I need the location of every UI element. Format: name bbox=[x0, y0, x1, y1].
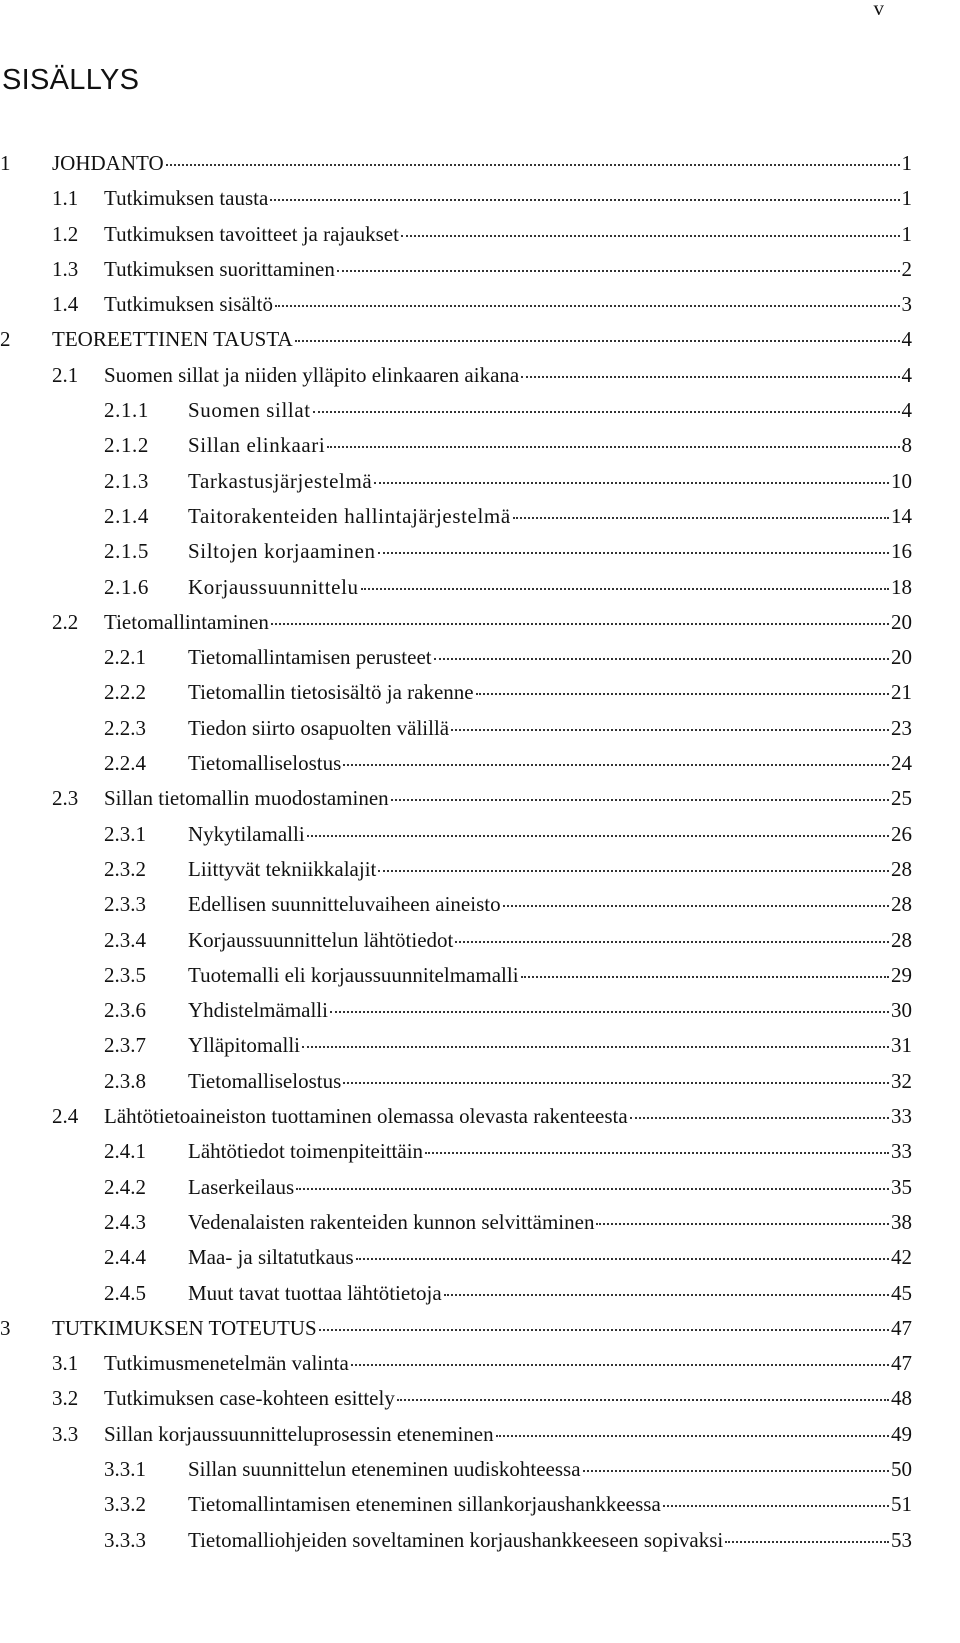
toc-entry-page: 50 bbox=[891, 1456, 912, 1481]
toc-entry-title: Suomen sillat ja niiden ylläpito elinkaaren aikana bbox=[104, 362, 520, 387]
toc-entry[interactable] bbox=[0, 464, 912, 499]
toc-entry[interactable] bbox=[0, 1417, 912, 1452]
toc-entry-title: Laserkeilaus bbox=[188, 1174, 295, 1199]
toc-entry-title: Tietomallintaminen bbox=[104, 609, 269, 634]
toc-entry-title: Tutkimuksen tausta bbox=[104, 186, 269, 211]
toc-entry-title: Tiedon siirto osapuolten välillä bbox=[188, 715, 450, 740]
toc-dot-leader bbox=[397, 1399, 889, 1401]
toc-dot-leader bbox=[378, 552, 889, 554]
toc-entry-number: 2.1.3 bbox=[104, 468, 149, 493]
toc-entry-number: 2.2.1 bbox=[104, 645, 146, 670]
toc-dot-leader bbox=[296, 1188, 889, 1190]
toc-entry-number: 2.3.5 bbox=[104, 962, 146, 987]
toc-dot-leader bbox=[521, 976, 889, 978]
toc-entry[interactable] bbox=[0, 958, 912, 993]
toc-dot-leader bbox=[275, 305, 899, 307]
toc-entry-number: 2.1.6 bbox=[104, 574, 149, 599]
toc-entry-number: 2.3.1 bbox=[104, 821, 146, 846]
toc-entry-page: 20 bbox=[891, 645, 912, 670]
toc-entry-title: TEOREETTINEN TAUSTA bbox=[52, 327, 293, 352]
toc-entry-page: 20 bbox=[891, 609, 912, 634]
toc-dot-leader bbox=[361, 588, 889, 590]
toc-entry-number: 3.3 bbox=[52, 1421, 79, 1446]
toc-entry-number: 2.4.3 bbox=[104, 1209, 146, 1234]
toc-dot-leader bbox=[401, 235, 900, 237]
toc-entry-title: Tietomalliohjeiden soveltaminen korjaushankkeeseen sopivaksi bbox=[188, 1527, 724, 1552]
toc-entry-title: Tutkimuksen tavoitteet ja rajaukset bbox=[104, 221, 399, 246]
toc-entry-title: Korjaussuunnittelu bbox=[188, 574, 359, 599]
toc-entry[interactable] bbox=[0, 746, 912, 781]
toc-entry-number: 2.4 bbox=[52, 1104, 79, 1129]
toc-entry-title: Sillan tietomallin muodostaminen bbox=[104, 786, 389, 811]
toc-entry[interactable] bbox=[0, 993, 912, 1028]
toc-entry-page: 42 bbox=[891, 1245, 912, 1270]
toc-entry-page: 24 bbox=[891, 751, 912, 776]
toc-entry[interactable] bbox=[0, 711, 912, 746]
toc-entry-title: Nykytilamalli bbox=[188, 821, 305, 846]
toc-entry-title: Tarkastusjärjestelmä bbox=[188, 468, 373, 493]
toc-entry[interactable] bbox=[0, 252, 912, 287]
toc-entry-number: 2.3.7 bbox=[104, 1033, 146, 1058]
toc-entry-page: 49 bbox=[891, 1421, 912, 1446]
toc-entry-page: 47 bbox=[891, 1315, 912, 1340]
toc-heading: SISÄLLYS bbox=[2, 64, 140, 96]
toc-entry-page: 45 bbox=[891, 1280, 912, 1305]
toc-dot-leader bbox=[521, 376, 899, 378]
toc-entry-page: 26 bbox=[891, 821, 912, 846]
toc-entry-number: 1.2 bbox=[52, 221, 79, 246]
toc-entry[interactable] bbox=[0, 499, 912, 534]
toc-entry-number: 1 bbox=[0, 151, 11, 175]
toc-entry[interactable] bbox=[0, 393, 912, 428]
toc-entry[interactable] bbox=[0, 358, 912, 393]
toc-entry-number: 2.4.2 bbox=[104, 1174, 146, 1199]
toc-entry-number: 2.4.1 bbox=[104, 1139, 146, 1164]
toc-entry-number: 2.3.2 bbox=[104, 856, 146, 881]
toc-entry[interactable] bbox=[0, 428, 912, 463]
toc-entry[interactable] bbox=[0, 1381, 912, 1416]
toc-entry[interactable] bbox=[0, 887, 912, 922]
toc-entry-number: 2.3 bbox=[52, 786, 79, 811]
toc-dot-leader bbox=[425, 1152, 889, 1154]
toc-entry[interactable] bbox=[0, 781, 912, 816]
toc-entry-page: 51 bbox=[891, 1492, 912, 1517]
toc-dot-leader bbox=[313, 411, 900, 413]
toc-dot-leader bbox=[327, 446, 899, 448]
page-number: v bbox=[873, 0, 884, 20]
toc-entry[interactable] bbox=[0, 1487, 912, 1522]
toc-entry-page: 28 bbox=[891, 856, 912, 881]
toc-entry-page: 30 bbox=[891, 998, 912, 1023]
toc-dot-leader bbox=[451, 729, 889, 731]
toc-entry-number: 3 bbox=[0, 1315, 11, 1340]
toc-entry-page: 32 bbox=[891, 1068, 912, 1093]
toc-entry-number: 2.1.1 bbox=[104, 398, 149, 423]
toc-entry-title: Tietomalliselostus bbox=[188, 1068, 342, 1093]
toc-entry-title: Siltojen korjaaminen bbox=[188, 539, 376, 564]
toc-entry[interactable] bbox=[0, 605, 912, 640]
toc-dot-leader bbox=[663, 1505, 889, 1507]
toc-entry-page: 53 bbox=[891, 1527, 912, 1552]
toc-entry-title: Ylläpitomalli bbox=[188, 1033, 300, 1058]
toc-entry-title: Tutkimuksen sisältö bbox=[104, 292, 274, 317]
toc-entry-title: Tietomalliselostus bbox=[188, 751, 342, 776]
toc-entry-number: 2.3.4 bbox=[104, 927, 146, 952]
toc-entry[interactable] bbox=[0, 675, 912, 710]
toc-entry-title: Liittyvät tekniikkalajit bbox=[188, 856, 377, 881]
toc-dot-leader bbox=[307, 835, 889, 837]
toc-entry-number: 3.3.1 bbox=[104, 1456, 146, 1481]
toc-dot-leader bbox=[302, 1046, 889, 1048]
toc-entry-number: 3.2 bbox=[52, 1386, 79, 1411]
toc-entry-page: 31 bbox=[891, 1033, 912, 1058]
toc-entry-title: Korjaussuunnittelun lähtötiedot bbox=[188, 927, 454, 952]
toc-entry-number: 1.4 bbox=[52, 292, 79, 317]
toc-entry-page: 33 bbox=[891, 1139, 912, 1164]
toc-entry[interactable] bbox=[0, 1064, 912, 1099]
toc-entry[interactable] bbox=[0, 534, 912, 569]
toc-dot-leader bbox=[513, 517, 889, 519]
toc-entry-page: 2 bbox=[901, 256, 912, 281]
toc-entry[interactable] bbox=[0, 1276, 912, 1311]
toc-entry-title: Taitorakenteiden hallintajärjestelmä bbox=[188, 503, 511, 528]
toc-entry[interactable] bbox=[0, 923, 912, 958]
toc-entry-number: 2.3.8 bbox=[104, 1068, 146, 1093]
toc-entry-page: 10 bbox=[891, 468, 912, 493]
table-of-contents bbox=[0, 146, 912, 1558]
toc-dot-leader bbox=[503, 905, 889, 907]
toc-entry-page: 18 bbox=[891, 574, 912, 599]
toc-dot-leader bbox=[270, 199, 899, 201]
toc-dot-leader bbox=[455, 941, 889, 943]
toc-dot-leader bbox=[374, 482, 889, 484]
toc-entry-page: 4 bbox=[901, 398, 912, 423]
toc-entry[interactable] bbox=[0, 287, 912, 322]
toc-entry[interactable] bbox=[0, 852, 912, 887]
toc-entry-title: Sillan elinkaari bbox=[188, 433, 326, 458]
toc-entry-number: 2.1.2 bbox=[104, 433, 149, 458]
toc-entry-number: 3.3.2 bbox=[104, 1492, 146, 1517]
toc-entry-page: 21 bbox=[891, 680, 912, 705]
toc-entry-page: 1 bbox=[901, 221, 912, 246]
toc-dot-leader bbox=[434, 658, 889, 660]
toc-entry[interactable] bbox=[0, 1523, 912, 1558]
toc-dot-leader bbox=[343, 764, 889, 766]
toc-dot-leader bbox=[476, 693, 889, 695]
toc-entry-title: Vedenalaisten rakenteiden kunnon selvittäminen bbox=[188, 1209, 595, 1234]
toc-entry[interactable] bbox=[0, 570, 912, 605]
toc-entry-title: TUTKIMUKSEN TOTEUTUS bbox=[52, 1315, 317, 1340]
toc-entry[interactable] bbox=[0, 1205, 912, 1240]
toc-entry-page: 16 bbox=[891, 539, 912, 564]
toc-entry-page: 35 bbox=[891, 1174, 912, 1199]
toc-entry-number: 2 bbox=[0, 327, 11, 352]
toc-entry-page: 33 bbox=[891, 1104, 912, 1129]
toc-entry-title: Tietomallin tietosisältö ja rakenne bbox=[188, 680, 474, 705]
toc-entry-page: 1 bbox=[901, 186, 912, 211]
toc-entry[interactable] bbox=[0, 1311, 912, 1346]
toc-entry-title: Lähtötiedot toimenpiteittäin bbox=[188, 1139, 424, 1164]
toc-entry[interactable] bbox=[0, 322, 912, 357]
toc-entry-page: 48 bbox=[891, 1386, 912, 1411]
toc-dot-leader bbox=[444, 1294, 889, 1296]
toc-entry-page: 29 bbox=[891, 962, 912, 987]
toc-entry[interactable] bbox=[0, 146, 912, 181]
toc-entry-number: 2.1.5 bbox=[104, 539, 149, 564]
toc-entry-title: Tietomallintamisen eteneminen sillankorjaushankkeessa bbox=[188, 1492, 661, 1517]
toc-entry[interactable] bbox=[0, 1099, 912, 1134]
toc-entry-number: 2.2.3 bbox=[104, 715, 146, 740]
toc-entry-page: 8 bbox=[901, 433, 912, 458]
toc-dot-leader bbox=[356, 1258, 889, 1260]
toc-entry-page: 4 bbox=[901, 362, 912, 387]
toc-entry-page: 4 bbox=[901, 327, 912, 352]
toc-entry[interactable] bbox=[0, 1346, 912, 1381]
toc-entry[interactable] bbox=[0, 217, 912, 252]
toc-entry-title: Sillan suunnittelun eteneminen uudiskohteessa bbox=[188, 1456, 581, 1481]
toc-entry[interactable] bbox=[0, 181, 912, 216]
toc-entry-title: Tuotemalli eli korjaussuunnitelmamalli bbox=[188, 962, 519, 987]
toc-entry-number: 1.1 bbox=[52, 186, 79, 211]
toc-entry-number: 3.3.3 bbox=[104, 1527, 146, 1552]
toc-entry-title: Tutkimuksen suorittaminen bbox=[104, 256, 335, 281]
toc-entry[interactable] bbox=[0, 1240, 912, 1275]
toc-entry-number: 2.2 bbox=[52, 609, 79, 634]
toc-entry[interactable] bbox=[0, 640, 912, 675]
toc-entry[interactable] bbox=[0, 1028, 912, 1063]
toc-dot-leader bbox=[391, 799, 889, 801]
toc-entry-title: Tutkimuksen case-kohteen esittely bbox=[104, 1386, 395, 1411]
toc-entry-title: Yhdistelmämalli bbox=[188, 998, 328, 1023]
toc-dot-leader bbox=[166, 164, 900, 166]
toc-entry-title: Sillan korjaussuunnitteluprosessin eteneminen bbox=[104, 1421, 494, 1446]
toc-entry-title: Maa- ja siltatutkaus bbox=[188, 1245, 354, 1270]
toc-entry-number: 2.3.6 bbox=[104, 998, 146, 1023]
toc-entry-number: 2.3.3 bbox=[104, 892, 146, 917]
toc-entry[interactable] bbox=[0, 817, 912, 852]
toc-entry-title: Tutkimusmenetelmän valinta bbox=[104, 1351, 349, 1376]
toc-dot-leader bbox=[271, 623, 889, 625]
toc-entry-page: 28 bbox=[891, 892, 912, 917]
toc-dot-leader bbox=[337, 270, 900, 272]
toc-dot-leader bbox=[351, 1364, 889, 1366]
toc-entry-title: Suomen sillat bbox=[188, 398, 311, 423]
toc-dot-leader bbox=[295, 340, 900, 342]
toc-entry[interactable] bbox=[0, 1134, 912, 1169]
toc-dot-leader bbox=[343, 1082, 889, 1084]
toc-dot-leader bbox=[496, 1435, 889, 1437]
toc-entry-number: 3.1 bbox=[52, 1351, 79, 1376]
toc-dot-leader bbox=[725, 1541, 889, 1543]
toc-dot-leader bbox=[630, 1117, 889, 1119]
toc-entry-page: 1 bbox=[901, 151, 912, 175]
toc-entry-page: 25 bbox=[891, 786, 912, 811]
toc-entry-page: 38 bbox=[891, 1209, 912, 1234]
toc-entry[interactable] bbox=[0, 1170, 912, 1205]
toc-entry[interactable] bbox=[0, 1452, 912, 1487]
toc-dot-leader bbox=[330, 1011, 889, 1013]
toc-dot-leader bbox=[378, 870, 889, 872]
toc-entry-number: 2.1.4 bbox=[104, 503, 149, 528]
toc-entry-page: 47 bbox=[891, 1351, 912, 1376]
toc-entry-number: 2.4.4 bbox=[104, 1245, 146, 1270]
toc-entry-title: Lähtötietoaineiston tuottaminen olemassa olevasta rakenteesta bbox=[104, 1104, 628, 1129]
toc-entry-number: 2.2.4 bbox=[104, 751, 146, 776]
toc-entry-page: 23 bbox=[891, 715, 912, 740]
toc-entry-title: JOHDANTO bbox=[52, 151, 164, 175]
toc-entry-page: 14 bbox=[891, 503, 912, 528]
toc-entry-number: 2.1 bbox=[52, 362, 79, 387]
toc-entry-page: 3 bbox=[901, 292, 912, 317]
toc-entry-number: 2.4.5 bbox=[104, 1280, 146, 1305]
toc-entry-number: 2.2.2 bbox=[104, 680, 146, 705]
toc-entry-title: Muut tavat tuottaa lähtötietoja bbox=[188, 1280, 442, 1305]
toc-entry-number: 1.3 bbox=[52, 256, 79, 281]
toc-dot-leader bbox=[319, 1329, 889, 1331]
toc-entry-title: Tietomallintamisen perusteet bbox=[188, 645, 432, 670]
toc-dot-leader bbox=[583, 1470, 889, 1472]
toc-dot-leader bbox=[596, 1223, 889, 1225]
toc-entry-page: 28 bbox=[891, 927, 912, 952]
toc-entry-title: Edellisen suunnitteluvaiheen aineisto bbox=[188, 892, 501, 917]
